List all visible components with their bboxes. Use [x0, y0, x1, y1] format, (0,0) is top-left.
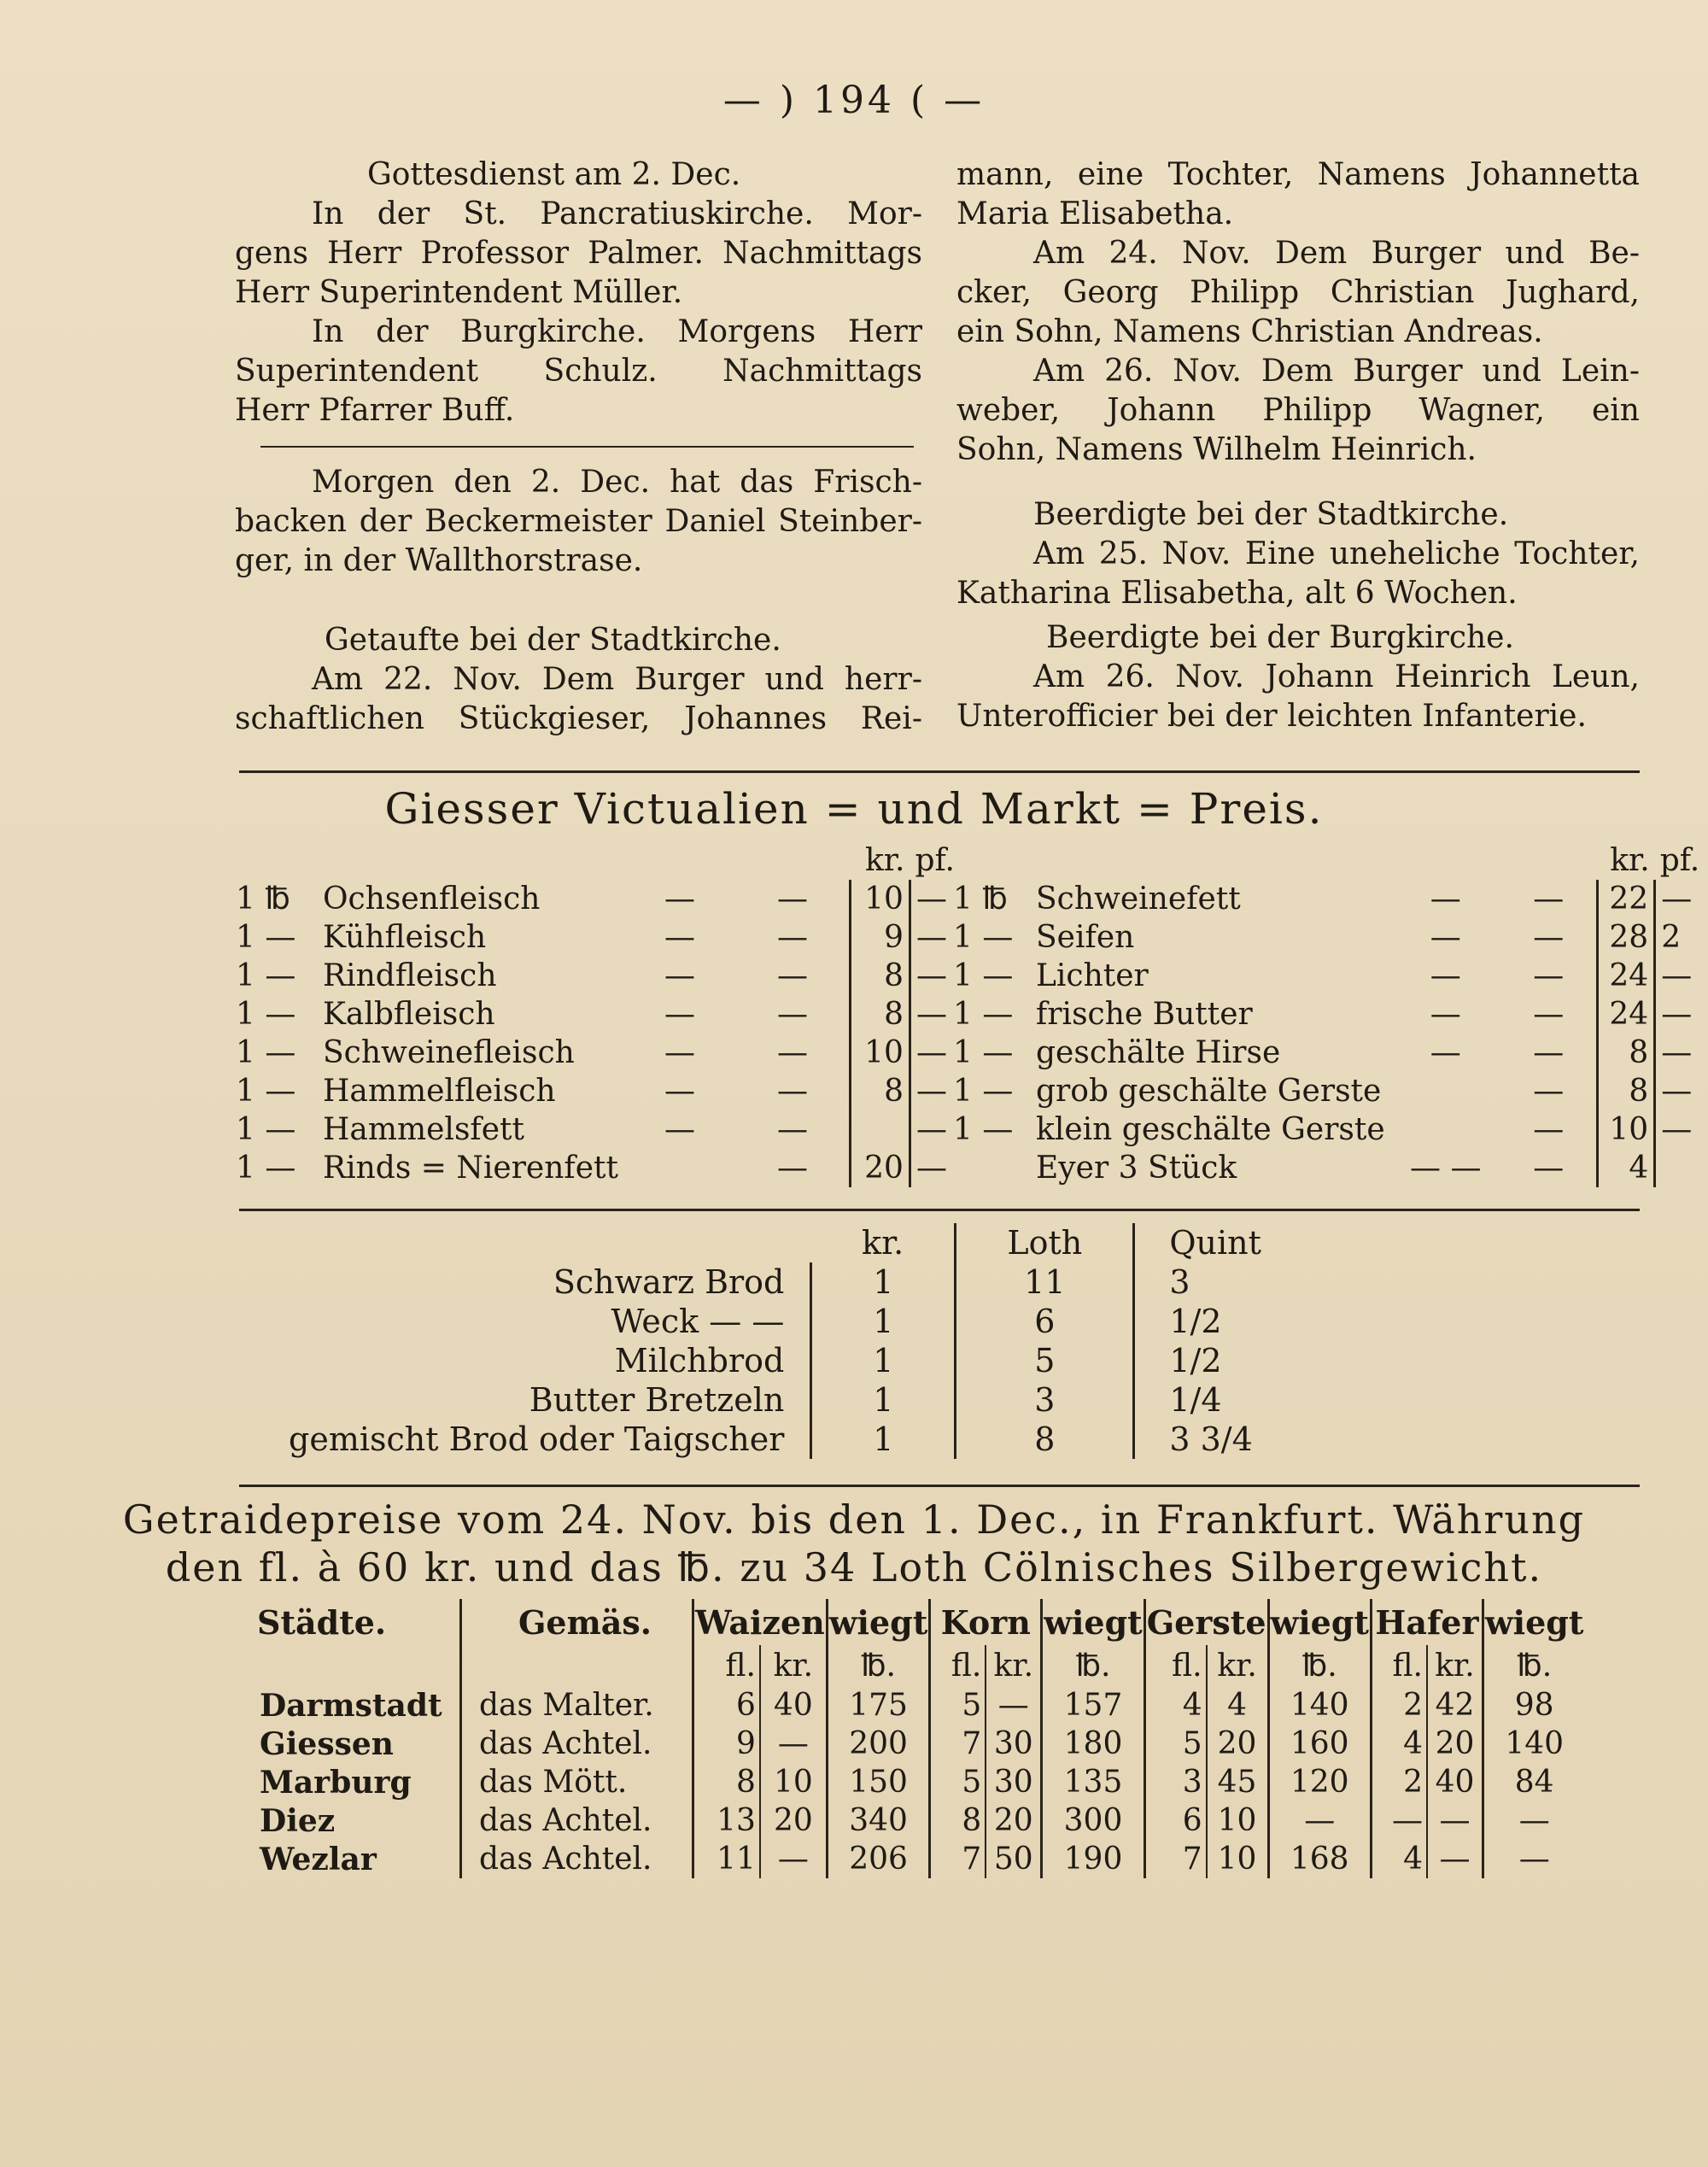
price-fl: 4 [1182, 1688, 1202, 1723]
bread-loth: 6 [956, 1302, 1134, 1341]
item-quantity: 1 — [236, 1151, 296, 1186]
price-fl: 4 [1403, 1842, 1423, 1877]
price-kr: 20 [760, 1801, 827, 1840]
unit-kr: kr. [760, 1645, 827, 1686]
text-line: Herr Superintendent Müller. [235, 275, 683, 310]
dash-filler: — [1430, 881, 1461, 917]
text-line: Am 22. Nov. Dem Burger und herr- [312, 662, 922, 697]
price-kr: 45 [1207, 1763, 1268, 1801]
bread-row [282, 1262, 1313, 1302]
bread-row [282, 1380, 1313, 1420]
left-column [235, 155, 922, 430]
unit-kr: kr. [1207, 1645, 1268, 1686]
bread-kr: 1 [811, 1262, 956, 1302]
price-kr: 20 [986, 1801, 1042, 1840]
measure-unit: das Achtel. [461, 1840, 693, 1878]
market-row [948, 1149, 1708, 1187]
text-line: Maria Elisabetha. [956, 196, 1234, 231]
item-quantity: 1 — [953, 1112, 1014, 1147]
price-pf: — [910, 1110, 964, 1149]
header-wiegt: wiegt [1042, 1599, 1144, 1645]
dash-filler: — [1430, 958, 1461, 993]
price-pf: — [910, 1034, 964, 1072]
item-quantity: 1 — [236, 1112, 296, 1147]
measure-unit: das Mött. [461, 1763, 693, 1801]
section-heading: Getaufte bei der Stadtkirche. [325, 623, 781, 658]
price-fl: 5 [962, 1765, 982, 1800]
unit-kr: kr. [1427, 1645, 1483, 1686]
dash-filler: — [1430, 1035, 1461, 1070]
market-row [948, 957, 1708, 995]
item-name: Eyer 3 Stück [1036, 1151, 1237, 1186]
text-line: In der Burgkirche. Morgens Herr [312, 314, 922, 349]
price-kr: 28 [1597, 918, 1655, 957]
item-name: Schweinefleisch [323, 1035, 575, 1070]
price-pf: — [1655, 880, 1708, 918]
price-kr: — [1427, 1801, 1483, 1840]
bread-kr: 1 [811, 1302, 956, 1341]
weight-lb: 300 [1042, 1801, 1144, 1840]
item-quantity: 1 — [953, 958, 1014, 993]
dash-filler: — [1533, 1035, 1565, 1070]
weight-lb: 150 [827, 1763, 929, 1801]
weight-lb: 140 [1268, 1686, 1371, 1725]
price-kr: 42 [1427, 1686, 1483, 1725]
price-kr: 40 [1427, 1763, 1483, 1801]
price-pf: 2 [1655, 918, 1708, 957]
item-name: grob geschälte Gerste [1036, 1074, 1382, 1109]
price-kr: 40 [760, 1686, 827, 1725]
item-name: Kühfleisch [323, 920, 487, 955]
bread-quint: 3 3/4 [1134, 1420, 1313, 1459]
dash-filler: — [664, 1035, 695, 1070]
section-heading: Beerdigte bei der Burgkirche. [1046, 620, 1514, 655]
text-line: Herr Pfarrer Buff. [235, 393, 515, 428]
weight-lb: 168 [1268, 1840, 1371, 1878]
price-fl: — [1391, 1803, 1423, 1838]
price-pf: — [1655, 1110, 1708, 1149]
market-row [948, 1034, 1708, 1072]
dash-filler: — [664, 958, 695, 993]
item-name: Ochsenfleisch [323, 881, 541, 917]
price-fl: 9 [736, 1726, 756, 1761]
divider [260, 446, 914, 448]
weight-lb: 140 [1483, 1725, 1584, 1763]
col-kr-header: kr. [864, 843, 905, 878]
unit-lb: ℔. [1483, 1645, 1584, 1686]
unit-fl: fl. [1172, 1648, 1202, 1684]
left-column-baptisms [235, 621, 922, 739]
item-name: geschälte Hirse [1036, 1035, 1281, 1070]
grain-row [256, 1840, 1584, 1878]
price-kr: — [760, 1840, 827, 1878]
col-header: Loth [956, 1223, 1134, 1262]
weight-lb: 200 [827, 1725, 929, 1763]
price-fl: 8 [736, 1765, 756, 1800]
col-pf-header: pf. [915, 843, 955, 878]
text-line: In der St. Pancratiuskirche. Mor- [312, 196, 922, 231]
price-kr: 10 [760, 1763, 827, 1801]
text-line: Sohn, Namens Wilhelm Heinrich. [956, 432, 1477, 467]
bread-loth: 5 [956, 1341, 1134, 1380]
market-row [948, 1072, 1708, 1110]
dash-filler: — [776, 958, 808, 993]
market-row [948, 1110, 1708, 1149]
price-kr: 8 [850, 957, 910, 995]
col-header: kr. [862, 1224, 904, 1262]
weight-lb: — [1483, 1840, 1584, 1878]
price-fl: 2 [1403, 1765, 1423, 1800]
header-gerste: Gerste [1146, 1602, 1266, 1642]
city-name: Darmstadt [256, 1686, 461, 1725]
grain-title-line2: den fl. à 60 kr. und das ℔. zu 34 Loth Cölnisches Silbergewicht. [165, 1544, 1543, 1590]
market-row [948, 880, 1708, 918]
item-name: Seifen [1036, 920, 1135, 955]
bread-quint: 3 [1134, 1262, 1313, 1302]
grain-table [256, 1599, 1584, 1878]
bread-kr: 1 [811, 1380, 956, 1420]
grain-row [256, 1686, 1584, 1725]
item-name: Lichter [1036, 958, 1149, 993]
dash-filler: — [776, 881, 808, 917]
text-line: ein Sohn, Namens Christian Andreas. [956, 314, 1543, 349]
dash-filler: — [1430, 997, 1461, 1032]
unit-lb: ℔. [1042, 1645, 1144, 1686]
unit-fl: fl. [951, 1648, 982, 1684]
price-kr: 24 [1597, 957, 1655, 995]
market-row [231, 957, 964, 995]
price-fl: 7 [1182, 1842, 1202, 1877]
price-kr: 30 [986, 1725, 1042, 1763]
divider [239, 1485, 1640, 1487]
price-pf: — [910, 918, 964, 957]
bread-name: Schwarz Brod [553, 1263, 785, 1301]
text-line: ger, in der Wallthorstrase. [235, 543, 643, 578]
price-pf: — [910, 1072, 964, 1110]
weight-lb: 157 [1042, 1686, 1144, 1725]
item-quantity: 1 — [953, 920, 1014, 955]
unit-kr: kr. [986, 1645, 1042, 1686]
item-name: Hammelfleisch [323, 1074, 556, 1109]
bread-loth: 8 [956, 1420, 1134, 1459]
item-quantity: 1 — [236, 1035, 296, 1070]
dash-filler: — [1533, 997, 1565, 1032]
price-kr: 10 [850, 880, 910, 918]
item-name: Kalbfleisch [323, 997, 495, 1032]
price-fl: 3 [1182, 1765, 1202, 1800]
grain-row [256, 1801, 1584, 1840]
dash-filler: — [1533, 1112, 1565, 1147]
price-fl: 5 [1182, 1726, 1202, 1761]
weight-lb: 98 [1483, 1686, 1584, 1725]
bread-loth: 3 [956, 1380, 1134, 1420]
dash-filler: — [776, 1151, 808, 1186]
dash-filler: — [1533, 920, 1565, 955]
text-line: Am 24. Nov. Dem Burger und Be- [1033, 236, 1640, 271]
price-kr: 8 [1597, 1072, 1655, 1110]
text-line: Superintendent Schulz. Nachmittags [235, 354, 922, 389]
market-row [948, 995, 1708, 1034]
bread-quint: 1/4 [1134, 1380, 1313, 1420]
dash-filler: — [776, 920, 808, 955]
bread-loth: 11 [956, 1262, 1134, 1302]
market-row [231, 1034, 964, 1072]
price-kr: — [986, 1686, 1042, 1725]
weight-lb: 135 [1042, 1763, 1144, 1801]
dash-filler [623, 1149, 736, 1187]
header-hafer: Hafer [1375, 1602, 1479, 1642]
price-kr: 20 [1207, 1725, 1268, 1763]
weight-lb: 190 [1042, 1840, 1144, 1878]
dash-filler: — [664, 1074, 695, 1109]
price-kr: 22 [1597, 880, 1655, 918]
text-line: Katharina Elisabetha, alt 6 Wochen. [956, 576, 1518, 611]
price-kr: 9 [850, 918, 910, 957]
dash-filler: — — [1410, 1151, 1482, 1186]
unit-lb: ℔. [827, 1645, 929, 1686]
price-pf: — [1655, 995, 1708, 1034]
unit-fl: fl. [1392, 1648, 1423, 1684]
city-name: Giessen [256, 1725, 461, 1763]
item-quantity: 1 — [236, 997, 296, 1032]
weight-lb: 340 [827, 1801, 929, 1840]
item-quantity: 1 ℔ [953, 881, 1008, 917]
bread-name: gemischt Brod oder Taigscher [289, 1420, 785, 1458]
item-quantity: 1 — [953, 1035, 1014, 1070]
weight-lb: 175 [827, 1686, 929, 1725]
text-line: schaftlichen Stückgieser, Johannes Rei- [235, 701, 922, 736]
price-fl: 4 [1403, 1726, 1423, 1761]
col-pf-header: pf. [1659, 843, 1700, 878]
item-quantity [948, 1149, 1031, 1187]
price-kr: 20 [1427, 1725, 1483, 1763]
price-pf: — [1655, 1034, 1708, 1072]
city-name: Marburg [256, 1763, 461, 1801]
dash-filler: — [664, 997, 695, 1032]
dash-filler: — [1533, 1074, 1565, 1109]
price-kr: 24 [1597, 995, 1655, 1034]
market-row [231, 880, 964, 918]
text-line: weber, Johann Philipp Wagner, ein [956, 393, 1640, 428]
bread-row [282, 1341, 1313, 1380]
item-name: frische Butter [1036, 997, 1253, 1032]
weight-lb: 84 [1483, 1763, 1584, 1801]
text-line: backen der Beckermeister Daniel Steinber- [235, 504, 922, 539]
price-fl: 5 [962, 1688, 982, 1723]
price-fl: 6 [736, 1688, 756, 1723]
grain-row [256, 1763, 1584, 1801]
bread-quint: 1/2 [1134, 1302, 1313, 1341]
bread-row [282, 1302, 1313, 1341]
col-header: Quint [1134, 1223, 1313, 1262]
price-kr: 10 [1207, 1840, 1268, 1878]
dash-filler [1390, 1072, 1501, 1110]
price-kr: 4 [1207, 1686, 1268, 1725]
section-heading: Gottesdienst am 2. Dec. [367, 157, 741, 192]
price-kr: 10 [850, 1034, 910, 1072]
price-pf: — [910, 957, 964, 995]
bread-name: Weck — — [611, 1303, 785, 1340]
grain-title-line1: Getraidepreise vom 24. Nov. bis den 1. Dec., in Frankfurt. Währung [122, 1496, 1586, 1543]
bread-quint: 1/2 [1134, 1341, 1313, 1380]
item-quantity: 1 — [953, 1074, 1014, 1109]
item-quantity: 1 — [236, 1074, 296, 1109]
price-kr: 8 [850, 1072, 910, 1110]
text-line: mann, eine Tochter, Namens Johannetta [956, 157, 1640, 192]
price-kr: 10 [1207, 1801, 1268, 1840]
market-row [231, 1110, 964, 1149]
price-kr: 20 [850, 1149, 910, 1187]
dash-filler: — [776, 1112, 808, 1147]
price-fl: 8 [962, 1803, 982, 1838]
weight-lb: 180 [1042, 1725, 1144, 1763]
dash-filler: — [1533, 958, 1565, 993]
market-row [231, 995, 964, 1034]
bread-kr: 1 [811, 1420, 956, 1459]
item-name: Rinds = Nierenfett [323, 1151, 618, 1186]
dash-filler: — [776, 997, 808, 1032]
bread-name: Milchbrod [614, 1342, 785, 1379]
header-wiegt: wiegt [827, 1599, 929, 1645]
price-fl: 13 [717, 1803, 756, 1838]
market-row [231, 918, 964, 957]
header-wiegt: wiegt [1483, 1599, 1584, 1645]
dash-filler: — [664, 881, 695, 917]
bread-name: Butter Bretzeln [529, 1381, 785, 1419]
divider [239, 770, 1640, 773]
left-column-notice [235, 463, 922, 581]
dash-filler: — [776, 1035, 808, 1070]
price-fl: 2 [1403, 1688, 1423, 1723]
city-name: Wezlar [256, 1840, 461, 1878]
divider [239, 1209, 1640, 1211]
bread-kr: 1 [811, 1341, 956, 1380]
item-quantity: 1 — [236, 920, 296, 955]
market-row [231, 1149, 964, 1187]
col-kr-header: kr. [1610, 843, 1650, 878]
item-quantity: 1 ℔ [236, 881, 290, 917]
item-name: Schweinefett [1036, 881, 1241, 917]
dash-filler: — [1533, 881, 1565, 917]
section-heading: Beerdigte bei der Stadtkirche. [1033, 497, 1509, 532]
price-fl: 6 [1182, 1803, 1202, 1838]
weight-lb: 120 [1268, 1763, 1371, 1801]
dash-filler: — [776, 1074, 808, 1109]
item-name: klein geschälte Gerste [1036, 1112, 1385, 1147]
price-kr: 8 [1597, 1034, 1655, 1072]
text-line: Am 25. Nov. Eine uneheliche Tochter, [1033, 536, 1640, 571]
unit-fl: fl. [725, 1648, 756, 1684]
price-kr: 50 [986, 1840, 1042, 1878]
price-pf: — [910, 995, 964, 1034]
item-quantity: 1 — [236, 958, 296, 993]
market-title: Giesser Victualien = und Markt = Preis. [384, 784, 1324, 834]
dash-filler [1390, 1110, 1501, 1149]
text-line: Morgen den 2. Dec. hat das Frisch- [312, 465, 922, 500]
header-wiegt: wiegt [1268, 1599, 1371, 1645]
price-kr: 10 [1597, 1110, 1655, 1149]
price-kr: 8 [850, 995, 910, 1034]
header-waizen: Waizen [695, 1602, 825, 1642]
market-row [948, 918, 1708, 957]
weight-lb: 206 [827, 1840, 929, 1878]
measure-unit: das Malter. [461, 1686, 693, 1725]
header-korn: Korn [940, 1602, 1031, 1642]
dash-filler: — [664, 920, 695, 955]
price-pf: — [910, 880, 964, 918]
text-line: Am 26. Nov. Dem Burger und Lein- [1033, 354, 1640, 389]
market-row [231, 1072, 964, 1110]
weight-lb: — [1483, 1801, 1584, 1840]
item-quantity: 1 — [953, 997, 1014, 1032]
header-city: Städte. [256, 1599, 461, 1645]
dash-filler: — [664, 1112, 695, 1147]
price-kr [850, 1110, 910, 1149]
unit-lb: ℔. [1268, 1645, 1371, 1686]
price-fl: 11 [717, 1842, 756, 1877]
measure-unit: das Achtel. [461, 1725, 693, 1763]
text-line: cker, Georg Philipp Christian Jughard, [956, 275, 1640, 310]
dash-filler: — [1430, 920, 1461, 955]
city-name: Diez [256, 1801, 461, 1840]
item-name: Hammelsfett [323, 1112, 524, 1147]
price-kr: 30 [986, 1763, 1042, 1801]
price-pf: — [910, 1149, 964, 1187]
dash-filler: — [1533, 1151, 1565, 1186]
price-fl: 7 [962, 1842, 982, 1877]
price-kr: 4 [1597, 1149, 1655, 1187]
text-line: Am 26. Nov. Johann Heinrich Leun, [1033, 659, 1640, 694]
weight-lb: 160 [1268, 1725, 1371, 1763]
bread-table [282, 1223, 1313, 1459]
market-table-right [948, 841, 1708, 1187]
price-fl: 7 [962, 1726, 982, 1761]
text-line: Unterofficier bei der leichten Infanterie. [956, 699, 1587, 734]
right-column-burials [956, 495, 1640, 736]
header-measure: Gemäs. [461, 1599, 693, 1645]
grain-row [256, 1725, 1584, 1763]
measure-unit: das Achtel. [461, 1801, 693, 1840]
price-pf [1655, 1149, 1708, 1187]
weight-lb: — [1268, 1801, 1371, 1840]
page-number: — ) 194 ( — [722, 79, 986, 122]
item-name: Rindfleisch [323, 958, 497, 993]
price-kr: — [1427, 1840, 1483, 1878]
text-line: gens Herr Professor Palmer. Nachmittags [235, 236, 922, 271]
right-column [956, 155, 1640, 470]
price-pf: — [1655, 1072, 1708, 1110]
bread-row [282, 1420, 1313, 1459]
price-kr: — [760, 1725, 827, 1763]
market-table-left [231, 841, 964, 1187]
price-pf: — [1655, 957, 1708, 995]
